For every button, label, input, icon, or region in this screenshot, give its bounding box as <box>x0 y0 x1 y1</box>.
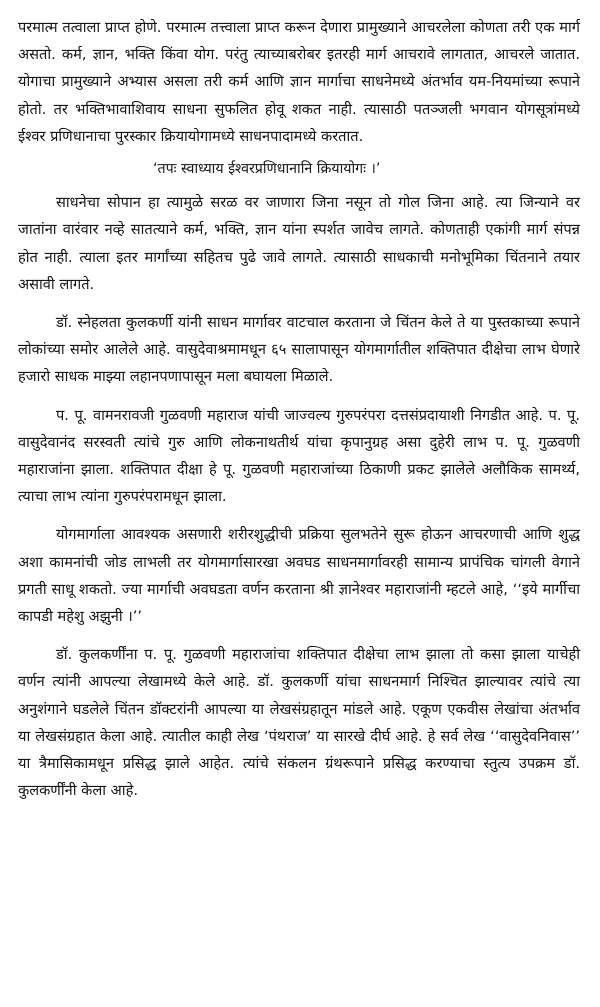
paragraph-1: परमात्म तत्वाला प्राप्त होणे. परमात्म तत्त्वाला प्राप्त करून देणारा प्रामुख्याने आचरलेला कोणता तरी एक मार्ग असतो. कर्म, ज्ञान, भक्ति किंवा योग. परंतु त्याच्याबरोबर इतरही मार्ग आचरावे लागतात, आचरले जातात. योगाचा प्रामुख्याने अभ्यास असला तरी कर्म आणि ज्ञान मार्गाचा साधनेमध्ये अंतर्भाव यम-नियमांच्या रूपाने होतो. तर भक्तिभावाशिवाय साधना सुफलित होवू शकत नाही. त्यासाठी पतञ्जली भगवान योगसूत्रांमध्ये ईश्वर प्रणिधानाचा पुरस्कार क्रियायोगामध्ये साधनपादामध्ये करतात. <box>18 19 580 145</box>
paragraph-2: साधनेचा सोपान हा त्यामुळे सरळ वर जाणारा जिना नसून तो गोल जिना आहे. त्या जिन्याने वर जातांना वारंवार नव्हे सातत्याने कर्म, भक्ति, ज्ञान यांना स्पर्शत जावेच लागते. कोणताही एकांगी मार्ग संपन्न होत नाही. त्याला इतर मार्गांच्या सहितच पुढे जावे लागते. त्यासाठी साधकाची मनोभूमिका चिंतनाने तयार असावी लागते. <box>18 194 580 293</box>
paragraph-6: डॉ. कुलकर्णींना प. पू. गुळवणी महाराजांचा शक्तिपात दीक्षेचा लाभ झाला तो कसा झाला याचेही वर्णन त्यांनी आपल्या लेखामध्ये केले आहे. डॉ. कुलकर्णी यांचा साधनमार्ग निश्चित झाल्यावर त्यांचे त्या अनुशंगाने घडलेले चिंतन डॉक्टरांनी आपल्या या लेखसंग्रहातून मांडले आहे. एकूण एकवीस लेखांचा अंतर्भाव या लेखसंग्रहात केला आहे. त्यातील काही लेख ‘पंथराज’ या सारखे दीर्घ आहे. हे सर्व लेख ‘‘वासुदेवनिवास’’ या त्रैमासिकामधून प्रसिद्ध झाले आहेत. त्यांचे संकलन ग्रंथरूपाने प्रसिद्ध करण्याचा स्तुत्य उपक्रम डॉ. कुलकर्णींनी केला आहे. <box>18 646 580 800</box>
sutra-quote: ‘तपः स्वाध्याय ईश्वरप्रणिधानानि क्रियायोगः ।’ <box>153 161 381 178</box>
paragraph-5: योगमार्गाला आवश्यक असणारी शरीरशुद्धीची प्रक्रिया सुलभतेने सुरू होऊन आचरणाची आणि शुद्ध अशा कामनांची जोड लाभली तर योगमार्गासारखा अवघड साधनमार्गावरही सामान्य प्रापंचिक चांगली वेगाने प्रगती साधू शकतो. ज्या मार्गाची अवघडता वर्णन करताना श्री ज्ञानेश्वर महाराजांनी म्हटले आहे, ‘‘इये मार्गीचा कापडी महेशु अझुनी ।’’ <box>18 526 580 626</box>
paragraph-4: प. पू. वामनरावजी गुळवणी महाराज यांची जाज्वल्य गुरुपरंपरा दत्तसंप्रदायाशी निगडीत आहे. प. पू. वासुदेवानंद सरस्वती त्यांचे गुरु आणि लोकनाथतीर्थ यांचा कृपानुग्रह असा दुहेरी लाभ प. पू. गुळवणी महाराजांना झाला. शक्तिपात दीक्षा हे पू. गुळवणी महाराजांच्या ठिकाणी प्रकट झालेले अलौकिक सामर्थ्य, त्याचा लाभ त्यांना गुरुपरंपरामधून झाला. <box>18 406 580 506</box>
paragraph-3: डॉ. स्नेहलता कुलकर्णी यांनी साधन मार्गावर वाटचाल करताना जे चिंतन केले ते या पुस्तकाच्या रूपाने लोकांच्या समोर आलेले आहे. वासुदेवाश्रमामधून ६५ सालापासून योगमार्गातील शक्तिपात दीक्षेचा लाभ घेणारे हजारो साधक माझ्या लहानपणापासून मला बघायला मिळाले. <box>18 314 580 386</box>
